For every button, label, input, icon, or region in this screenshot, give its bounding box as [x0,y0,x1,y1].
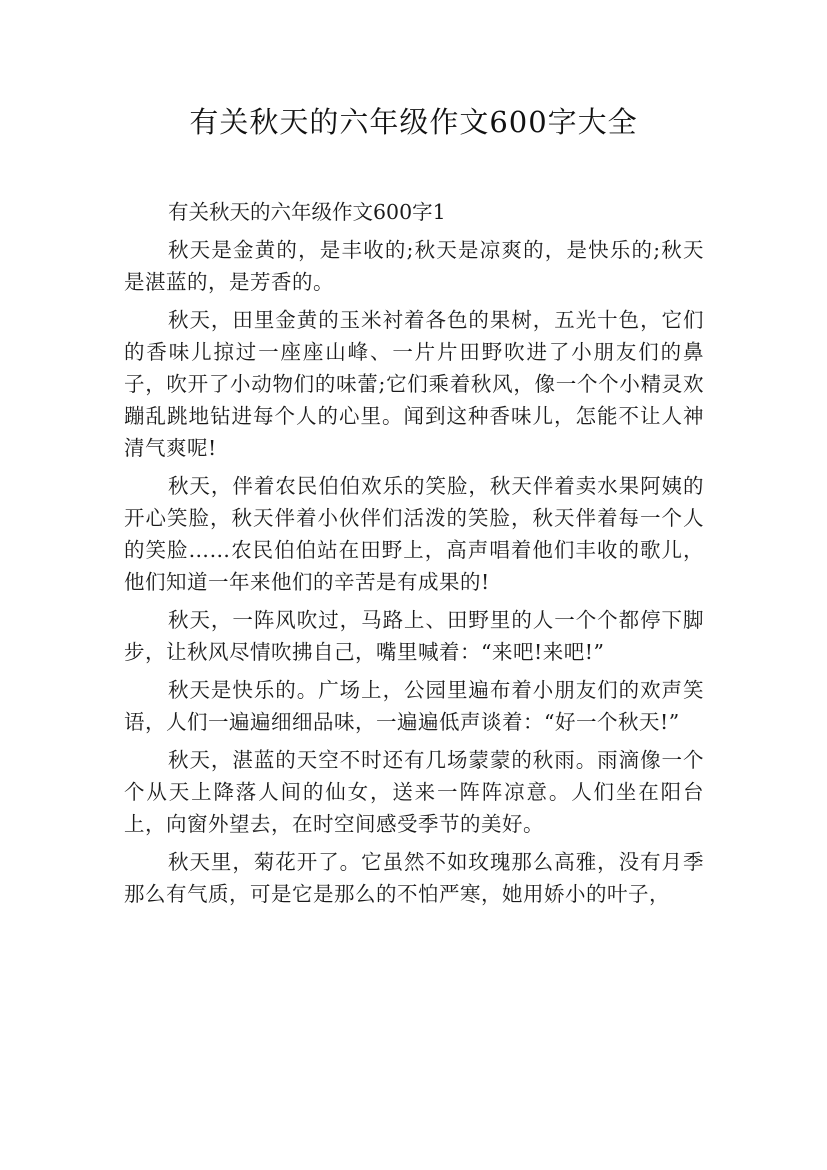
essay-subtitle: 有关秋天的六年级作文600字1 [168,200,446,224]
document-title: 有关秋天的六年级作文600字大全 [189,105,638,139]
paragraph-7: 秋天里，菊花开了。它虽然不如玫瑰那么高雅，没有月季那么有气质，可是它是那么的不怕严寒，她用娇小的叶子， [124,850,704,906]
paragraph-1: 秋天是金黄的，是丰收的;秋天是凉爽的，是快乐的;秋天是湛蓝的，是芳香的。 [124,238,704,294]
paragraph-6: 秋天，湛蓝的天空不时还有几场蒙蒙的秋雨。雨滴像一个个从天上降落人间的仙女，送来一阵阵凉意。人们坐在阳台上，向窗外望去，在时空间感受季节的美好。 [124,748,704,836]
paragraph-5: 秋天是快乐的。广场上，公园里遍布着小朋友们的欢声笑语，人们一遍遍细细品味，一遍遍低声谈着：“好一个秋天!” [124,678,704,734]
document-body [124,196,704,910]
paragraph-4: 秋天，一阵风吹过，马路上、田野里的人一个个都停下脚步，让秋风尽情吹拂自己，嘴里喊着：“来吧!来吧!” [124,608,704,664]
paragraph-2: 秋天，田里金黄的玉米衬着各色的果树，五光十色，它们的香味儿掠过一座座山峰、一片片田野吹进了小朋友们的鼻子，吹开了小动物们的味蕾;它们乘着秋风，像一个个小精灵欢蹦乱跳地钻进每个人的心里。闻到这种香味儿，怎能不让人神清气爽呢! [124,308,704,460]
paragraph-3: 秋天，伴着农民伯伯欢乐的笑脸，秋天伴着卖水果阿姨的开心笑脸，秋天伴着小伙伴们活泼的笑脸，秋天伴着每一个人的笑脸……农民伯伯站在田野上，高声唱着他们丰收的歌儿，他们知道一年来他们的辛苦是有成果的! [124,474,704,594]
